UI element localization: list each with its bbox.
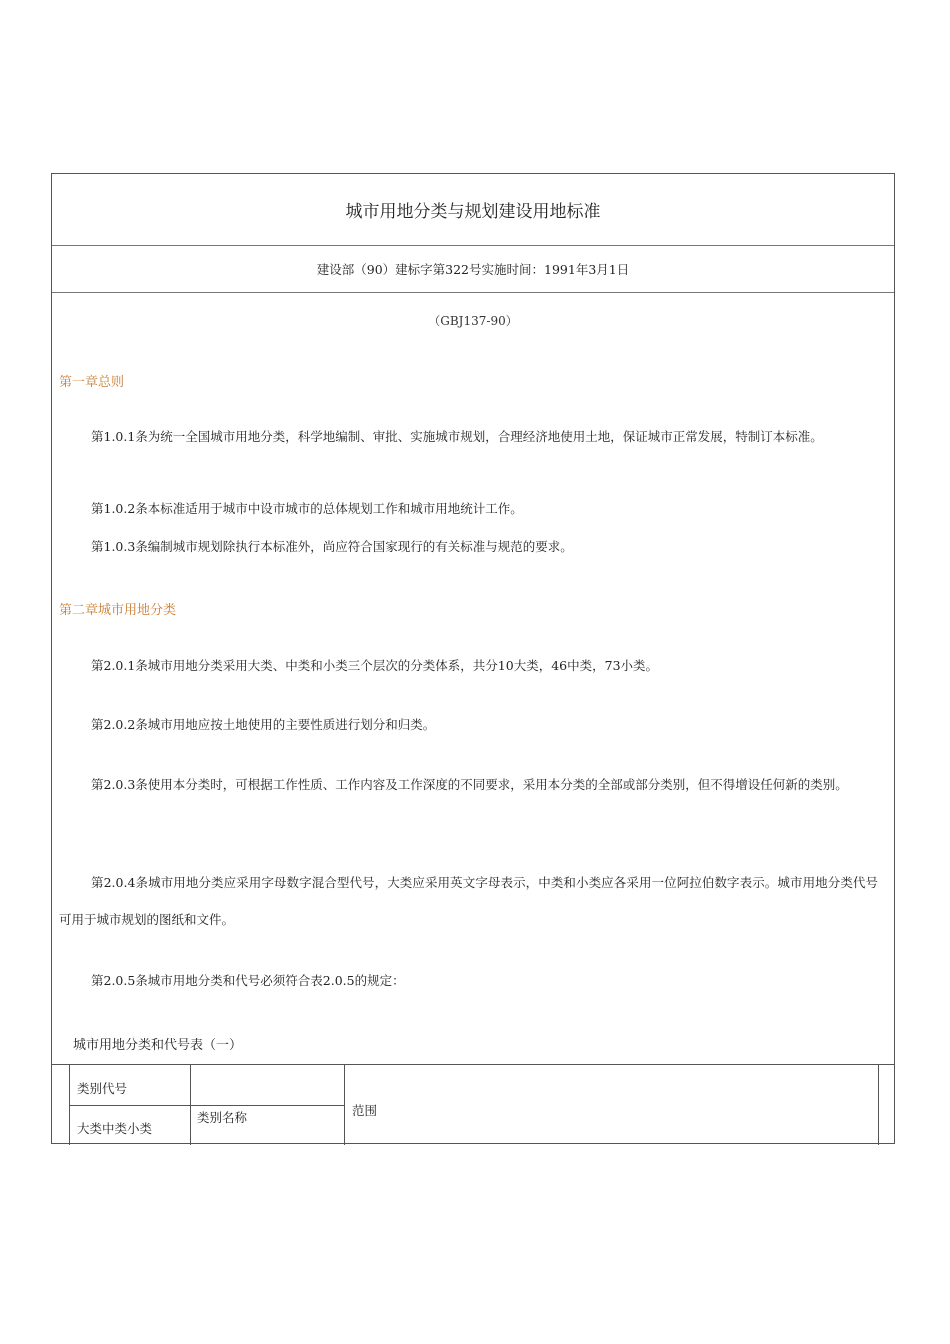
document-frame [51, 173, 895, 1144]
article-1-0-3: 第1.0.3条编制城市规划除执行本标准外，尚应符合国家现行的有关标准与规范的要求。 [91, 539, 573, 554]
chapter-1-heading: 第一章总则 [59, 375, 125, 390]
chapter-2-heading: 第二章城市用地分类 [59, 603, 177, 618]
header-scope: 范围 [352, 1103, 378, 1118]
header-category-code: 类别代号 [77, 1081, 128, 1096]
header-category-name: 类别名称 [197, 1110, 248, 1125]
standard-code: （GBJ137-90） [428, 314, 518, 328]
article-2-0-2: 第2.0.2条城市用地应按土地使用的主要性质进行划分和归类。 [91, 717, 436, 732]
document-title: 城市用地分类与规划建设用地标准 [345, 202, 601, 222]
table-divider [69, 1105, 344, 1106]
article-1-0-1: 第1.0.1条为统一全国城市用地分类，科学地编制、审批、实施城市规划，合理经济地使用土地，保证城市正常发展，特制订本标准。 [91, 429, 823, 444]
article-2-0-3: 第2.0.3条使用本分类时，可根据工作性质、工作内容及工作深度的不同要求，采用本分类的全部或部分类别，但不得增设任何新的类别。 [91, 777, 848, 792]
article-2-0-4: 第2.0.4条城市用地分类应采用字母数字混合型代号，大类应采用英文字母表示，中类和小类应各采用一位阿拉伯数字表示。城市用地分类代号可用于城市规划的图纸和文件。 [59, 875, 878, 927]
table-divider [878, 1065, 879, 1145]
classification-table [52, 1064, 894, 1145]
table-caption: 城市用地分类和代号表（一） [73, 1038, 243, 1053]
article-2-0-1: 第2.0.1条城市用地分类采用大类、中类和小类三个层次的分类体系，共分10大类，46中类，73小类。 [91, 658, 659, 673]
title-row [52, 174, 894, 246]
table-divider [344, 1065, 345, 1145]
header-category-levels: 大类中类小类 [77, 1121, 153, 1136]
article-1-0-2: 第1.0.2条本标准适用于城市中设市城市的总体规划工作和城市用地统计工作。 [91, 501, 523, 516]
issuance-info: 建设部（90）建标字第322号实施时间：1991年3月1日 [316, 261, 630, 277]
article-2-0-5: 第2.0.5条城市用地分类和代号必须符合表2.0.5的规定： [91, 973, 405, 988]
meta-row [52, 245, 894, 293]
